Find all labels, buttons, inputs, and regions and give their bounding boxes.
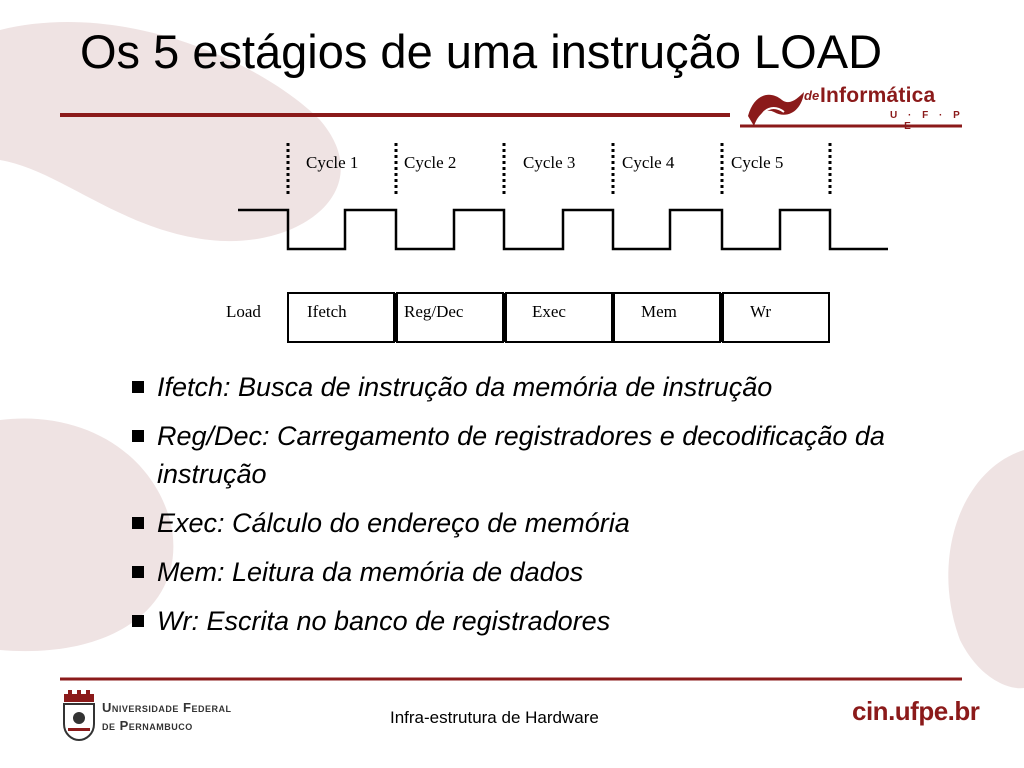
slide-title: Os 5 estágios de uma instrução LOAD: [80, 25, 883, 78]
ufpe-logo: [60, 690, 260, 740]
bullet-text: Exec: Cálculo do endereço de memória: [157, 508, 630, 538]
square-bullet-icon: [132, 566, 144, 578]
cycle-label: Cycle 5: [731, 153, 784, 172]
stage-label: Wr: [750, 302, 772, 321]
cycle-label: Cycle 2: [404, 153, 457, 172]
bullet-text: Wr: Escrita no banco de registradores: [157, 606, 611, 636]
square-bullet-icon: [132, 381, 144, 393]
logo-prefix: de: [804, 88, 820, 103]
square-bullet-icon: [132, 430, 144, 442]
stage-label: Mem: [641, 302, 677, 321]
bullet-item: [132, 504, 962, 542]
cycle-label: Cycle 4: [622, 153, 675, 172]
stage-label: Reg/Dec: [404, 302, 464, 321]
cycle-label: Cycle 1: [306, 153, 359, 172]
bullet-text: Reg/Dec: Carregamento de registradores e decodificação da instrução: [157, 421, 885, 489]
site-url: cin.ufpe.br: [852, 696, 980, 726]
logo-name: Informática: [820, 84, 936, 107]
university-name-line1: Universidade Federal: [102, 700, 232, 715]
square-bullet-icon: [132, 615, 144, 627]
university-name-line2: de Pernambuco: [102, 718, 193, 733]
bullet-item: [132, 553, 962, 591]
bullet-item: [132, 368, 962, 406]
bullet-item: [132, 417, 962, 493]
bullet-text: Ifetch: Busca de instrução da memória de instrução: [157, 372, 773, 402]
bullet-list: [132, 368, 962, 651]
clock-waveform: [238, 210, 888, 249]
square-bullet-icon: [132, 517, 144, 529]
logo-subtitle: U · F · P · E: [890, 110, 964, 132]
stage-label: Ifetch: [307, 302, 347, 321]
stage-label: Exec: [532, 302, 566, 321]
cycle-label: Cycle 3: [523, 153, 576, 172]
instruction-label: Load: [226, 302, 261, 321]
ufpe-crest-icon: [60, 690, 98, 742]
bullet-text: Mem: Leitura da memória de dados: [157, 557, 584, 587]
bullet-item: [132, 602, 962, 640]
course-name: Infra-estrutura de Hardware: [390, 708, 599, 727]
stage-box: [723, 293, 829, 342]
